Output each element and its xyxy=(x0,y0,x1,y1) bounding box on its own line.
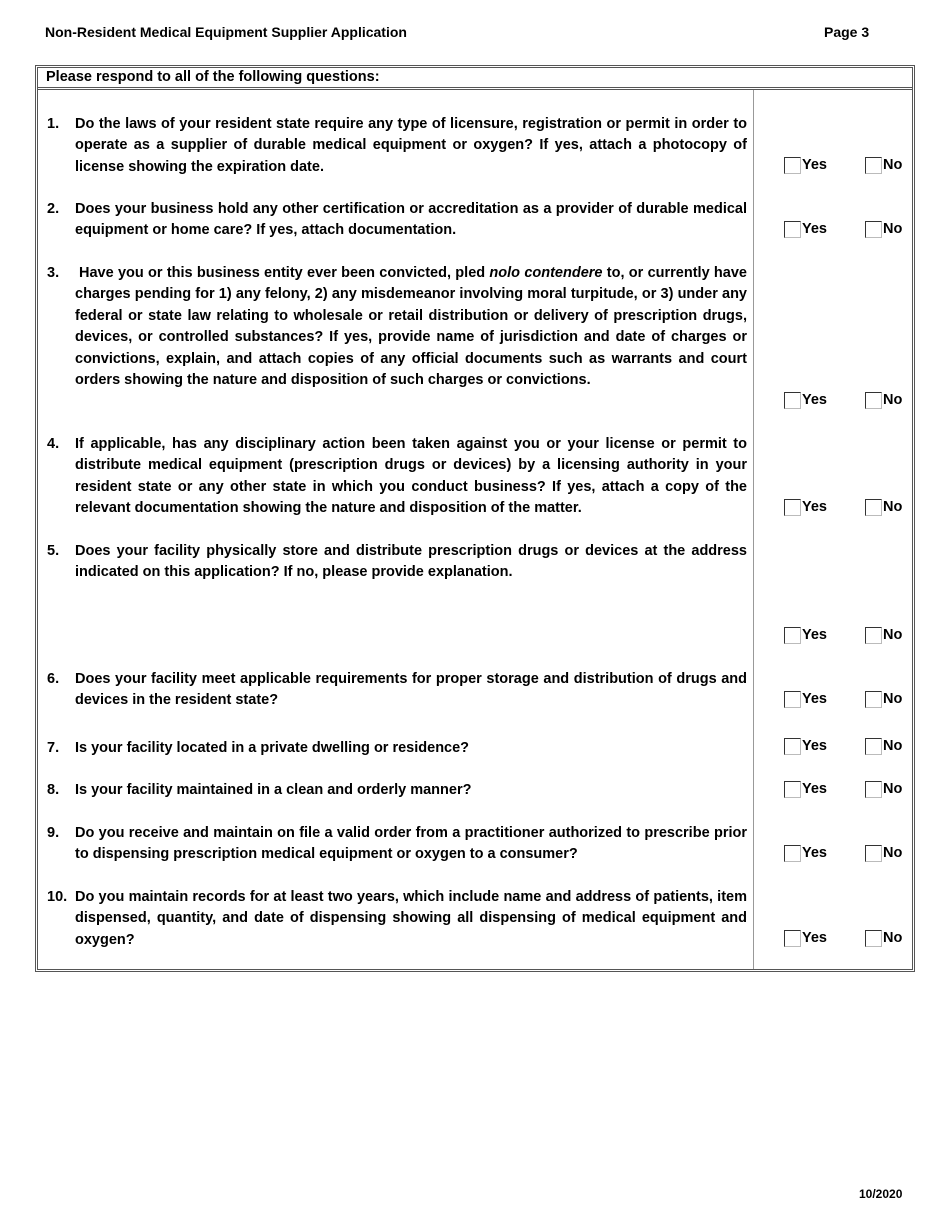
question-text: Do you receive and maintain on file a valid order from a practitioner authorized to prescribe prior to dispensing prescription medical equipment or oxygen to a consumer? xyxy=(75,825,747,863)
question-text: Does your business hold any other certification or accreditation as a provider of durable medical equipment or home care? If yes, attach documentation. xyxy=(75,201,747,239)
q8-no-checkbox[interactable] xyxy=(865,779,902,799)
no-label: No xyxy=(883,627,903,643)
question-number: 1. xyxy=(47,116,60,132)
checkbox-box[interactable] xyxy=(865,930,882,947)
no-label: No xyxy=(883,392,903,408)
no-label: No xyxy=(883,221,903,237)
yes-label: Yes xyxy=(802,499,827,515)
question-9 xyxy=(47,823,747,866)
section-heading: Please respond to all of the following questions: xyxy=(46,69,380,85)
q4-no-checkbox[interactable] xyxy=(865,497,902,517)
question-number: 3. xyxy=(47,265,60,281)
question-number: 2. xyxy=(47,201,60,217)
checkbox-box[interactable] xyxy=(784,157,801,174)
q10-no-checkbox[interactable] xyxy=(865,928,902,948)
q2-no-checkbox[interactable] xyxy=(865,219,902,239)
question-number: 7. xyxy=(47,740,60,756)
checkbox-box[interactable] xyxy=(784,845,801,862)
question-8 xyxy=(47,780,747,801)
question-10 xyxy=(47,887,747,951)
no-label: No xyxy=(883,738,903,754)
q9-yes-checkbox[interactable] xyxy=(784,843,827,863)
question-number: 4. xyxy=(47,436,60,452)
q1-yes-checkbox[interactable] xyxy=(784,155,827,175)
q6-no-checkbox[interactable] xyxy=(865,689,902,709)
yes-label: Yes xyxy=(802,781,827,797)
no-label: No xyxy=(883,845,903,861)
q4-yes-checkbox[interactable] xyxy=(784,497,827,517)
section-heading-bar xyxy=(38,68,912,90)
q3-yes-checkbox[interactable] xyxy=(784,390,827,410)
question-text: Is your facility located in a private dwelling or residence? xyxy=(75,740,470,756)
checkbox-box[interactable] xyxy=(865,392,882,409)
q5-yes-checkbox[interactable] xyxy=(784,625,827,645)
checkbox-box[interactable] xyxy=(784,930,801,947)
page-number: Page 3 xyxy=(824,24,870,40)
q7-yes-checkbox[interactable] xyxy=(784,736,827,756)
question-text: Is your facility maintained in a clean and orderly manner? xyxy=(75,782,472,798)
checkbox-box[interactable] xyxy=(784,221,801,238)
question-3 xyxy=(47,263,747,391)
q9-no-checkbox[interactable] xyxy=(865,843,902,863)
q3-no-checkbox[interactable] xyxy=(865,390,902,410)
checkbox-box[interactable] xyxy=(865,157,882,174)
questions-form xyxy=(35,65,915,972)
question-text: Does your facility meet applicable requirements for proper storage and distribution of drugs and devices in the resident state? xyxy=(75,671,747,709)
checkbox-box[interactable] xyxy=(784,392,801,409)
checkbox-box[interactable] xyxy=(865,781,882,798)
checkbox-box[interactable] xyxy=(865,738,882,755)
question-text xyxy=(75,263,747,391)
question-text-italic: nolo contendere xyxy=(489,265,603,281)
yes-label: Yes xyxy=(802,845,827,861)
yes-label: Yes xyxy=(802,627,827,643)
question-number: 8. xyxy=(47,782,60,798)
question-5 xyxy=(47,541,747,584)
question-2 xyxy=(47,199,747,242)
question-text: Do the laws of your resident state require any type of licensure, registration or permit in order to operate as a supplier of durable medical equipment or oxygen? If yes, attach a photocopy of license showing the expiration date. xyxy=(75,116,747,175)
q7-no-checkbox[interactable] xyxy=(865,736,902,756)
document-title: Non-Resident Medical Equipment Supplier Application xyxy=(45,24,407,40)
q8-yes-checkbox[interactable] xyxy=(784,779,827,799)
question-number: 5. xyxy=(47,543,60,559)
q1-no-checkbox[interactable] xyxy=(865,155,902,175)
question-6 xyxy=(47,669,747,712)
checkbox-box[interactable] xyxy=(865,627,882,644)
no-label: No xyxy=(883,499,903,515)
checkbox-box[interactable] xyxy=(784,627,801,644)
q6-yes-checkbox[interactable] xyxy=(784,689,827,709)
no-label: No xyxy=(883,781,903,797)
checkbox-box[interactable] xyxy=(784,499,801,516)
question-number: 9. xyxy=(47,825,60,841)
question-text: Do you maintain records for at least two years, which include name and address of patients, item dispensed, quantity, and date of dispensing showing all dispensing of medical equipment and oxygen? xyxy=(75,889,747,948)
checkbox-box[interactable] xyxy=(865,221,882,238)
no-label: No xyxy=(883,691,903,707)
q2-yes-checkbox[interactable] xyxy=(784,219,827,239)
checkbox-box[interactable] xyxy=(865,691,882,708)
question-1 xyxy=(47,114,747,178)
no-label: No xyxy=(883,157,903,173)
column-divider xyxy=(753,90,754,969)
question-text: If applicable, has any disciplinary action been taken against you or your license or permit to distribute medical equipment (prescription drugs or devices) by a licensing authority in your resident state or any other state in which you conduct business? If yes, attach a copy of the relevant documentation showing the nature and disposition of the matter. xyxy=(75,436,747,517)
question-number: 6. xyxy=(47,671,60,687)
question-text-part: Have you or this business entity ever been convicted, pled xyxy=(79,265,490,281)
yes-label: Yes xyxy=(802,691,827,707)
q5-no-checkbox[interactable] xyxy=(865,625,902,645)
question-7 xyxy=(47,738,747,759)
q10-yes-checkbox[interactable] xyxy=(784,928,827,948)
question-number: 10. xyxy=(47,889,68,905)
question-text-part: to, or currently have charges pending for 1) any felony, 2) any misdemeanor involving moral turpitude, or 3) under any federal or state law relating to wholesale or retail distribution or delivery of prescription drugs, devices, or controlled substances? If yes, provide name of jurisdiction and date of charges or convictions, explain, and attach copies of any official documents such as warrants and court orders showing the nature and disposition of such charges or convictions. xyxy=(75,265,747,389)
yes-label: Yes xyxy=(802,221,827,237)
checkbox-box[interactable] xyxy=(865,499,882,516)
no-label: No xyxy=(883,930,903,946)
checkbox-box[interactable] xyxy=(784,691,801,708)
checkbox-box[interactable] xyxy=(784,738,801,755)
yes-label: Yes xyxy=(802,930,827,946)
yes-label: Yes xyxy=(802,392,827,408)
yes-label: Yes xyxy=(802,738,827,754)
checkbox-box[interactable] xyxy=(865,845,882,862)
question-text: Does your facility physically store and distribute prescription drugs or devices at the address indicated on this application? If no, please provide explanation. xyxy=(75,543,747,581)
yes-label: Yes xyxy=(802,157,827,173)
checkbox-box[interactable] xyxy=(784,781,801,798)
revision-date: 10/2020 xyxy=(859,1187,903,1201)
question-4 xyxy=(47,434,747,520)
